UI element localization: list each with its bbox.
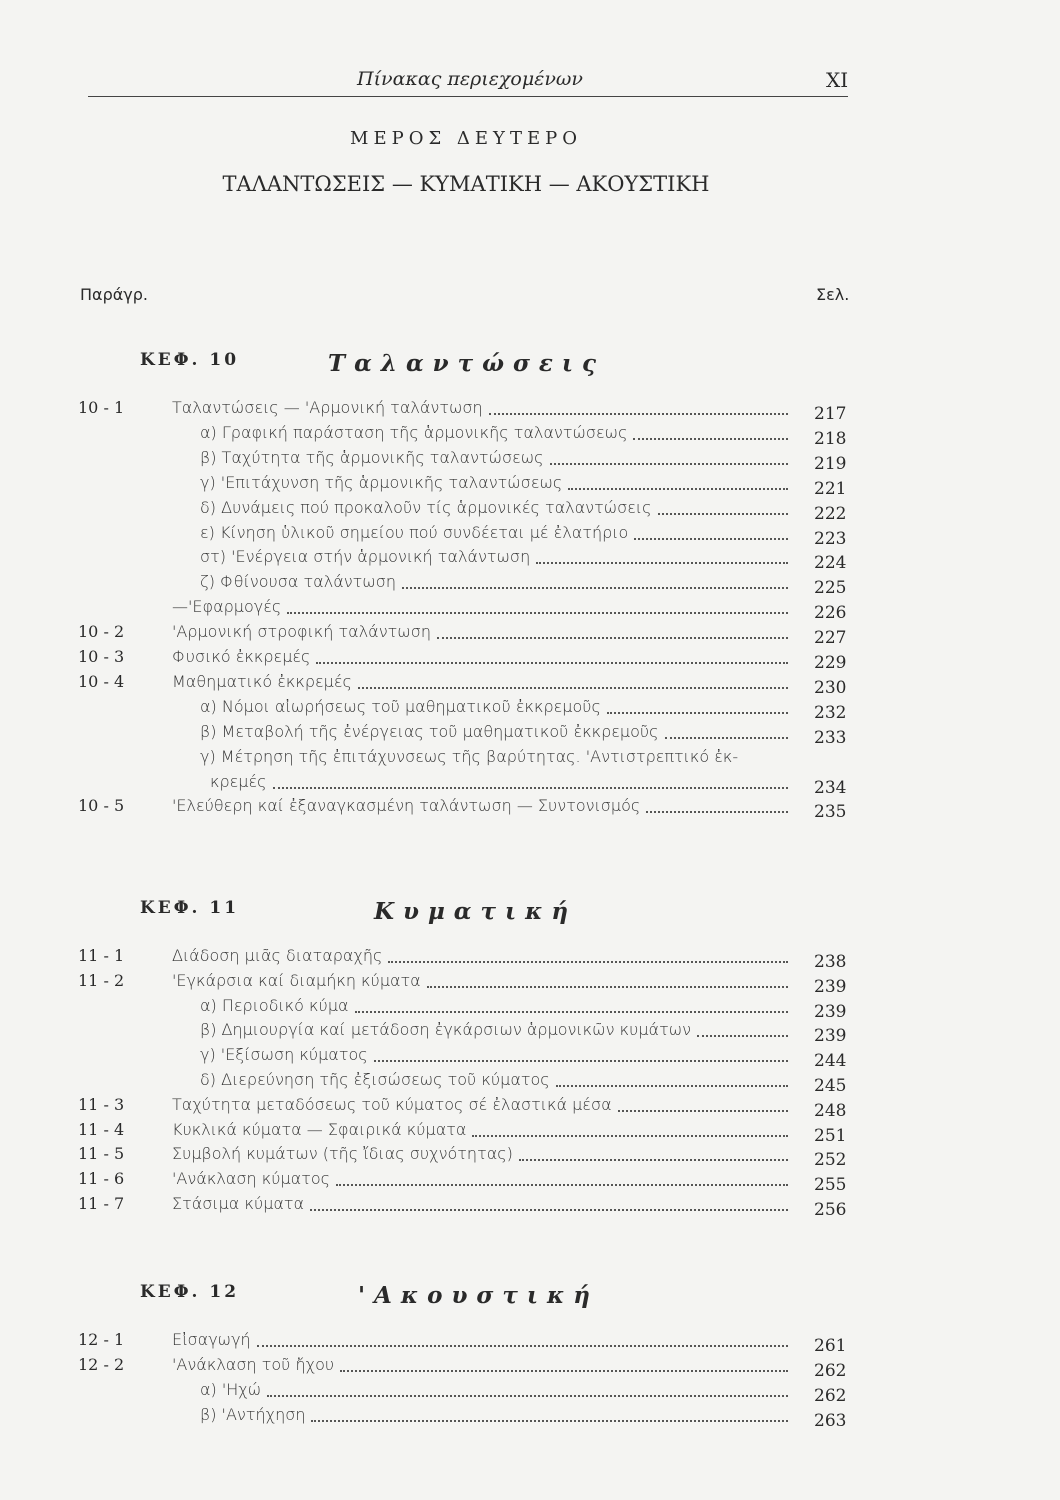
leader-dots [267, 1394, 788, 1397]
toc-entry[interactable] [0, 523, 1060, 547]
leader-dots [355, 1010, 788, 1013]
toc-entry[interactable] [0, 971, 1060, 995]
column-label-page: Σελ. [816, 285, 850, 304]
entry-number: 10 - 4 [78, 671, 125, 691]
entry-number: 10 - 5 [78, 796, 125, 816]
toc-entry[interactable] [0, 747, 1060, 771]
toc-entry[interactable] [0, 672, 1060, 696]
entry-title: —'Εφαρμογές [172, 597, 282, 617]
toc-entry[interactable] [0, 1020, 1060, 1047]
toc-entry[interactable] [0, 697, 1060, 721]
toc-entry[interactable] [0, 1405, 1060, 1429]
entry-title: δ) Διερεύνηση τῆς ἐξισώσεως τοῦ κύματος [200, 1070, 550, 1089]
toc-entry[interactable] [0, 572, 1060, 599]
entry-number: 11 - 4 [78, 1119, 125, 1139]
leader-dots [607, 711, 788, 714]
entry-page-number: 239 [814, 1026, 847, 1047]
entry-page-number: 245 [814, 1076, 847, 1096]
entry-page-number: 233 [814, 727, 847, 748]
entry-title: α) Νόμοι αἰωρήσεως τοῦ μαθηματικοῦ ἐκκρεμοῦς [200, 696, 601, 716]
entry-title: γ) 'Εξίσωση κύματος [200, 1045, 368, 1065]
part-subtitle: ΤΑΛΑΝΤΩΣΕΙΣ — ΚΥΜΑΤΙΚΗ — ΑΚΟΥΣΤΙΚΗ [222, 172, 710, 196]
entry-title: Συμβολή κυμάτων (τῆς ἴδιας συχνότητας) [172, 1144, 513, 1164]
toc-entry[interactable] [0, 1355, 1060, 1379]
entry-page-number: 238 [814, 952, 847, 972]
entry-page-number: 255 [814, 1175, 847, 1196]
toc-entry[interactable] [0, 1169, 1060, 1196]
entry-number: 12 - 1 [78, 1330, 125, 1349]
chapter-heading [0, 1282, 1060, 1312]
toc-entry[interactable] [0, 547, 1060, 574]
entry-title: 'Ελεύθερη καί ἐξαναγκασμένη ταλάντωση — Συντονισμός [172, 796, 641, 816]
leader-dots [402, 586, 788, 589]
leader-dots [316, 661, 788, 664]
entry-title: 'Αρμονική στροφική ταλάντωση [172, 622, 431, 642]
leader-dots [336, 1183, 788, 1186]
entry-page-number: 232 [814, 702, 847, 723]
chapter-label: ΚΕΦ. 11 [140, 898, 240, 918]
entry-title: Στάσιμα κύματα [172, 1194, 305, 1213]
toc-entry[interactable] [0, 423, 1060, 447]
chapter-title: 'Ακουστική [358, 1282, 599, 1309]
entry-page-number: 222 [814, 503, 847, 524]
entry-title: α) 'Ηχώ [200, 1380, 262, 1399]
leader-dots [665, 736, 788, 739]
toc-entry[interactable] [0, 622, 1060, 649]
entry-page-number: 226 [814, 603, 847, 624]
entry-page-number: 227 [814, 628, 847, 649]
entry-title: α) Γραφική παράσταση τῆς ἁρμονικῆς ταλαντώσεως [200, 422, 628, 442]
leader-dots [519, 1158, 788, 1161]
entry-title: Ταχύτητα μεταδόσεως τοῦ κύματος σέ ἐλαστικά μέσα [172, 1094, 612, 1114]
leader-dots [427, 985, 788, 988]
entry-page-number: 248 [814, 1100, 847, 1121]
chapter-label: ΚΕΦ. 10 [140, 350, 240, 370]
entry-page-number: 263 [814, 1411, 847, 1431]
toc-entry[interactable] [0, 1144, 1060, 1171]
entry-page-number: 235 [814, 802, 847, 823]
entry-title: Φυσικό ἐκκρεμές [172, 647, 311, 666]
leader-dots [388, 960, 788, 963]
leader-dots [536, 561, 788, 564]
entry-page-number: 229 [814, 653, 847, 673]
entry-title: κρεμές [210, 771, 267, 791]
entry-page-number: 218 [814, 428, 847, 449]
toc-entry[interactable] [0, 1194, 1060, 1218]
entry-number: 11 - 6 [78, 1169, 125, 1189]
entry-title: γ) 'Επιτάχυνση τῆς ἁρμονικῆς ταλαντώσεως [200, 472, 563, 492]
entry-page-number: 221 [814, 478, 847, 499]
leader-dots [437, 636, 788, 639]
entry-title: δ) Δυνάμεις πού προκαλοῦν τίς ἁρμονικές ταλαντώσεις [200, 497, 652, 517]
leader-dots [618, 1109, 788, 1112]
entry-page-number: 239 [814, 976, 847, 997]
entry-number: 11 - 3 [78, 1094, 125, 1114]
entry-title: α) Περιοδικό κύμα [200, 995, 349, 1015]
leader-dots [310, 1208, 788, 1211]
entry-page-number: 252 [814, 1150, 847, 1171]
entry-page-number: 239 [814, 1001, 847, 1022]
entry-title: β) 'Αντήχηση [200, 1405, 306, 1424]
leader-dots [556, 1084, 788, 1087]
toc-entry[interactable] [0, 946, 1060, 970]
leader-dots [658, 512, 788, 515]
leader-dots [273, 786, 788, 789]
header-title: Πίνακας περιεχομένων [357, 68, 583, 90]
header-page-number: XI [826, 68, 849, 92]
entry-title: Εἰσαγωγή [172, 1330, 251, 1349]
entry-number: 11 - 2 [78, 970, 125, 990]
leader-dots [472, 1134, 788, 1137]
entry-page-number: 223 [814, 528, 847, 549]
toc-entry[interactable] [0, 1070, 1060, 1094]
leader-dots [634, 537, 788, 540]
leader-dots [374, 1059, 788, 1062]
entry-page-number: 217 [814, 404, 847, 424]
part-title: ΜΕΡΟΣ ΔΕΥΤΕΡΟ [350, 128, 582, 149]
entry-page-number: 251 [814, 1125, 847, 1146]
entry-number: 11 - 5 [78, 1144, 125, 1164]
entry-page-number: 262 [814, 1386, 847, 1406]
toc-entry[interactable] [0, 1120, 1060, 1144]
header-divider [88, 96, 848, 97]
chapter-title: Κυματική [374, 898, 578, 925]
leader-dots [311, 1419, 788, 1422]
entry-page-number: 224 [814, 553, 847, 574]
toc-entry[interactable] [0, 796, 1060, 823]
leader-dots [340, 1369, 788, 1372]
leader-dots [489, 412, 788, 415]
toc-entry[interactable] [0, 1380, 1060, 1404]
column-label-paragraph: Παράγρ. [80, 285, 148, 304]
leader-dots [633, 437, 788, 440]
leader-dots [568, 487, 788, 490]
leader-dots [358, 686, 788, 689]
entry-page-number: 262 [814, 1361, 847, 1381]
chapter-label: ΚΕΦ. 12 [140, 1282, 240, 1302]
toc-entry[interactable] [0, 722, 1060, 746]
entry-title: ζ) Φθίνουσα ταλάντωση [200, 572, 396, 592]
entry-title: στ) 'Ενέργεια στήν ἁρμονική ταλάντωση [200, 547, 531, 567]
entry-page-number: 256 [814, 1200, 847, 1220]
toc-entry[interactable] [0, 597, 1060, 624]
leader-dots [257, 1344, 788, 1347]
chapter-heading [0, 350, 1060, 380]
leader-dots [697, 1034, 788, 1037]
toc-entry[interactable] [0, 473, 1060, 497]
entry-number: 11 - 7 [78, 1194, 125, 1213]
entry-page-number: 219 [814, 453, 847, 474]
entry-title: 'Εγκάρσια καί διαμήκη κύματα [172, 970, 421, 990]
entry-title: Ταλαντώσεις — 'Αρμονική ταλάντωση [172, 398, 483, 417]
toc-entry[interactable] [0, 398, 1060, 422]
entry-number: 12 - 2 [78, 1355, 125, 1374]
toc-entry[interactable] [0, 1095, 1060, 1119]
leader-dots [550, 462, 788, 465]
toc-entry[interactable] [0, 996, 1060, 1020]
entry-page-number: 234 [814, 777, 847, 798]
entry-page-number: 244 [814, 1051, 847, 1072]
entry-number: 10 - 1 [78, 398, 125, 417]
leader-dots [646, 810, 788, 813]
chapter-title: Ταλαντώσεις [328, 350, 606, 377]
entry-title: 'Ανάκλαση κύματος [172, 1169, 331, 1189]
toc-entry[interactable] [0, 448, 1060, 472]
entry-title: γ) Μέτρηση τῆς ἐπιτάχυνσεως τῆς βαρύτητας. 'Αντιστρεπτικό ἐκ- [200, 746, 739, 766]
leader-dots [287, 611, 788, 614]
entry-title: Κυκλικά κύματα — Σφαιρικά κύματα [172, 1119, 467, 1139]
toc-entry[interactable] [0, 498, 1060, 522]
entry-title: β) Ταχύτητα τῆς ἁρμονικῆς ταλαντώσεως [200, 447, 544, 467]
toc-entry[interactable] [0, 772, 1060, 796]
entry-title: Μαθηματικό ἐκκρεμές [172, 671, 352, 691]
entry-title: Διάδοση μιᾶς διαταραχῆς [172, 946, 383, 965]
toc-entry[interactable] [0, 647, 1060, 671]
entry-page-number: 225 [814, 578, 847, 599]
entry-page-number: 230 [814, 677, 847, 698]
entry-page-number: 261 [814, 1336, 847, 1356]
entry-number: 10 - 2 [78, 622, 125, 642]
entry-title: 'Ανάκλαση τοῦ ἤχου [172, 1355, 335, 1374]
chapter-heading [0, 898, 1060, 928]
entry-number: 11 - 1 [78, 946, 125, 965]
toc-entry[interactable] [0, 1330, 1060, 1354]
entry-title: β) Δημιουργία καί μετάδοση ἐγκάρσιων ἁρμονικῶν κυμάτων [200, 1020, 692, 1040]
entry-title: β) Μεταβολή τῆς ἐνέργειας τοῦ μαθηματικοῦ ἐκκρεμοῦς [200, 721, 659, 741]
toc-entry[interactable] [0, 1045, 1060, 1072]
entry-title: ε) Κίνηση ὑλικοῦ σημείου πού συνδέεται μέ ἐλατήριο [200, 522, 629, 542]
entry-number: 10 - 3 [78, 647, 125, 666]
